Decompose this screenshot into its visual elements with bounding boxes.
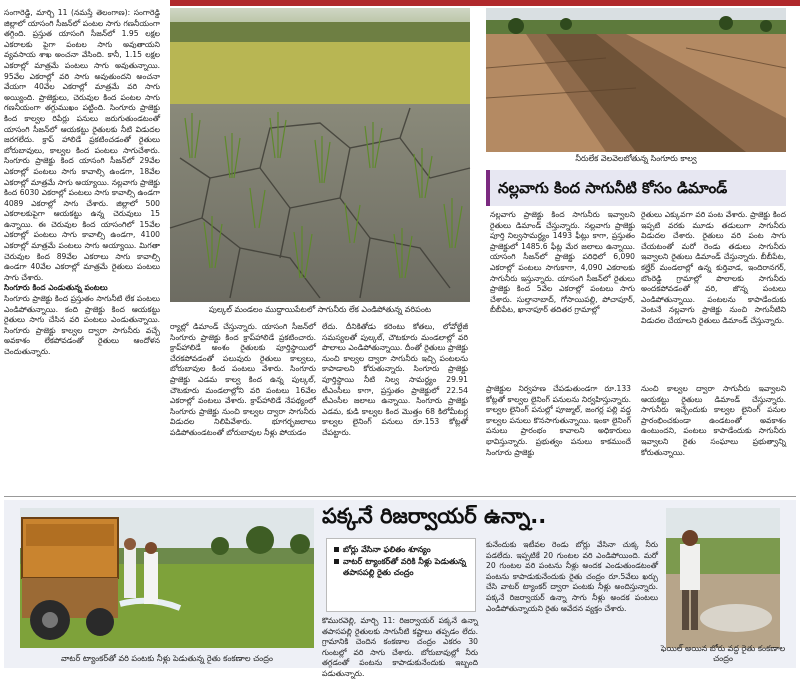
article4-col1-text: కొమురవెల్లి, మార్చి 11: రిజర్వాయర్ పక్కనే ఉన్నా తపాసపల్లి రైతులకు సాగునీటి కష్టాలు తప్పడం లేదు. గ్రామానికి చెందిన కంకణాల చంద్రం ఎకరం 30 గుంటల్లో వరి సాగు చేశారు. బోరుబావుల్లో నీరు తగ్గడంతో పంటను కాపాడుకునేందుకు ఇబ్బంది పడుతున్నారు. (322, 616, 478, 678)
article2-headline-box (486, 170, 786, 206)
dry-paddy-field-caption: పుల్కల్ మండలం ముద్దాయిపేటలో సాగునీరు లేక ఎండిపోతున్న వరిపంట (208, 305, 432, 314)
farmer-photo (666, 508, 780, 648)
article1-col3-text: లేదు. దీనికితోడు కరెంటు కోతలు, లోవోల్టేజీ సమస్యలతో పుల్కల్, చౌటకూరు మండలాల్లో వరి పొలాలు ఎండిపోతున్నాయి. దీంతో రైతులు ప్రాజెక్టు నుంచి కాల్వల ద్వారా సాగునీరు ఇచ్చి పంటలను కాపాడాలని కోరుతున్నారు. సింగూరు ప్రాజెక్టు పూర్తిస్థాయి నీటి నిల్వ సామర్థ్యం 29.91 టీఎంసీలు కాగా, ప్రస్తుతం ప్రాజెక్టులో 22.54 టీఎంసీల జలాలు ఉన్నాయి. సింగూరు ప్రాజెక్టు ఎడమ, కుడి కాల్వల కింద మొత్తం 68 కిలోమీటర్ల కాల్వల లైనింగ్ పనులు రూ.153 కోట్లతో చేపట్టారు. (322, 322, 468, 437)
top-accent-bar (170, 0, 800, 6)
article1-col1-after: సింగూరు ప్రాజెక్టు కింద ప్రస్తుతం సాగునీటి లేక పంటలు ఎండిపోతున్నాయి. కంది ప్రాజెక్టు కింద ఆయకట్టు రైతులు సాగు చేసిన వరి పంటలు ఎండుతున్నాయి. సింగూరు ప్రాజెక్టు కాల్వల ద్వారా సాగునీరు వచ్చే అవకాశం లేకపోవడంతో రైతులు ఆందోళన చెందుతున్నారు. (4, 294, 160, 356)
article2-col1-text: నల్లవాగు ప్రాజెక్టు కింద సాగునీరు ఇవ్వాలని రైతులు డిమాండ్ చేస్తున్నారు. నల్లవాగు ప్రాజెక్టు పూర్తి నిల్వసామర్థ్యం 1493 ఫీట్లు కాగా, ప్రస్తుతం ప్రాజెక్టులో 1485.6 ఫీట్ల మేర జలాలు ఉన్నాయి. యాసంగి సీజన్‌లో ప్రాజెక్టు పరిధిలో 6,090 ఎకరాల్లో పంటలు సాగుకాగా, 4,090 ఎకరాలకు సాగునీరు ఇస్తున్నారు. యాసంగి సీజన్‌లో రైతులు ప్రాజెక్టు కింద 5వేల ఎకరాల్లో పంటలు సాగు చేశారు. సుల్తానాబాద్, గోసాయిపల్లి, పోచాపూర్, బీబీపేట, ఖానాపూర్ తదితర గ్రామాల్లో (490, 210, 635, 315)
water-tanker-caption: వాటర్ ట్యాంకర్‌తో వరి పంటకు నీళ్లు పెడుతున్న రైతు కంకణాల చంద్రం (61, 654, 273, 663)
article3-col2-text: నుంచి కాల్వల ద్వారా సాగునీరు ఇవ్వాలని ఆయకట్టు రైతులు డిమాండ్ చేస్తున్నారు. సాగునీరు ఇచ్చేందుకు కాల్వల లైనింగ్ పనుల ప్రారంభించకుండా ఉండటంతో అవకాశం ఉంటుందని, పంటలు కాపాడేందుకు సాగునీరు ఇవ్వాలని రైతు సంఘాలు ప్రభుత్వాన్ని కోరుతున్నాయి. (641, 384, 786, 457)
water-tanker-image (20, 508, 314, 648)
article4-bullet-1: బోర్లు వేసినా ఫలితం శూన్యం (333, 544, 469, 556)
article2-column-2 (641, 210, 786, 380)
section-divider (4, 496, 796, 497)
article1-column-3 (322, 322, 468, 492)
dry-paddy-field-image (170, 8, 470, 302)
article2-headline: నల్లవాగు కింద సాగునీటి కోసం డిమాండ్ (498, 179, 728, 197)
farmer-caption: ఫెయిల్ అయిన బోరు వద్ద రైతు కంకణాల చంద్రం (660, 644, 786, 663)
article2-column-1 (490, 210, 635, 380)
dry-paddy-field-photo (170, 8, 470, 302)
article2-col2-text: రైతులు ఎక్కువగా వరి పంట వేశారు. ప్రాజెక్టు కింద ఇప్పటి వరకు మూడు తడులుగా సాగునీరు విడుదల చేశారు. రైతులు వరి పంట సాగు చేయటంతో మరో రెండు తడులు సాగునీరు ఇవ్వాలని రైతులు డిమాండ్ చేస్తున్నారు. బీబీపేట, కల్హేర్ మండలాల్లో ఉన్న కుర్తివాడ, ఇందిరానగర్, బొంరెడ్డి గ్రామాల్లో పొలాలకు సాగునీరు అందకపోవడంతో వరి, జొన్న పంటలు ఎండిపోతున్నాయి. పంటలను కాపాడేందుకు వెంటనే నల్లవాగు ప్రాజెక్టు నుంచి సాగునీటిని విడుదల చేయాలని రైతులు డిమాండ్ చేస్తున్నారు. (641, 210, 786, 325)
dry-canal-caption: నీరులేక వెలవెలబోతున్న సింగూరు కాల్వ (575, 154, 697, 163)
dry-canal-photo (486, 8, 786, 152)
article1-column-2 (170, 322, 316, 492)
farmer-image (666, 508, 780, 648)
article3-column-1 (486, 384, 631, 492)
article1-col2-text: ర్యాల్లో డిమాండ్ చేస్తున్నారు. యాసంగి సీజన్‌లో సింగూరు ప్రాజెక్టు కింద క్రాప్‌హాలిడే ప్రకటించారు. క్రాప్‌హాలిడే అంశం రైతులకు పూర్తిస్థాయిలో చేరకపోవడంతో పలువురు రైతులు కాల్వలు, బోరుబావుల కింద పంటలు వేశారు. సింగూరు ప్రాజెక్టు ఎడమ కాల్వ కింద ఉన్న పుల్కల్, చౌటకూరు మండలాల్లోని వరి పంటలు 16వేల ఎకరాల్లో పంటలు వేశారు. క్రాప్‌హాలిడే నేపథ్యంలో సింగూరు ప్రాజెక్టు నుంచి కాల్వల ద్వారా సాగునీరు విడుదల నిలిపివేశారు. భూగర్భజలాలు పడిపోతుండటంతో బోరుబావుల నీళ్లు పోయడం (170, 322, 316, 437)
article1-col1-text: సంగారెడ్డి, మార్చి 11 (నమస్తే తెలంగాణ): సంగారెడ్డి జిల్లాలో యాసంగి సీజన్‌లో పంటల సాగు గణనీయంగా తగ్గింది. ప్రస్తుత యాసంగి సీజన్‌లో 1.95 లక్షల ఎకరాలకు పైగా పంటల సాగు అవుతాయని వ్యవసాయ శాఖ అంచనా వేసింది. కానీ, 1.15 లక్షల ఎకరాల్లో మాత్రమే పంటలు సాగు అవుతున్నాయి. 95వేల ఎకరాల్లో వరి సాగు అవుతుందని అంచనా వేయగా 40వేల ఎకరాల్లో మాత్రమే వరి సాగు అయ్యింది. ప్రాజెక్టులు, చెరువుల కింద పంటల సాగు గణనీయంగా తగ్గుముఖం పట్టింది. సింగూరు ప్రాజెక్టు కింద కాల్వల రిపేర్లు పనులు జరుగుతుండటంతో యాసంగి సీజన్‌లో ఆయకట్టు రైతులకు నీటి విడుదల జరగలేదు. క్రాప్ హాలిడే ప్రకటించడంతో రైతులు బోరుబావులు, కాల్వల కింద పంటలు సాగుచేశారు. సింగూరు ప్రాజెక్టు కింద యాసంగి సీజన్‌లో 29వేల ఎకరాల్లో పంటలు సాగు కావాల్సి ఉండగా, 18వేల ఎకరాల్లో మాత్రమే సాగు అయ్యాయి. నల్లవాగు ప్రాజెక్టు కింద 6030 ఎకరాల్లో పంటలు సాగు కావాల్సి ఉండగా 4089 ఎకరాల్లో సాగు చేశారు. జిల్లాలో 500 ఎకరాలకుపైగా ఆయకట్టు ఉన్న చెరువులు 15 ఉన్నాయి. ఈ చెరువుల కింద యాసంగిలో 15వేల ఎకరాల్లో పంటలు సాగు కావాల్సి ఉండగా, 4100 ఎకరాల్లో మాత్రమే పంటలు సాగు అయ్యాయి. మిగతా చెరువుల కింద 89వేల ఎకరాలు సాగు కావాల్సి ఉండగా 40వేల ఎకరాల్లో మాత్రమే రైతులు పంటలు సాగు చేశారు. (4, 8, 160, 282)
article4-col2-text: కునేందుకు ఇటీవల రెండు బోర్లు వేసినా చుక్క నీరు పడలేదు. ఇప్పటికే 20 గుంటల వరి ఎండిపోయింది. మరో 20 గుంటల వరి పంటను నీళ్లు అందక ఎండుతుండటంతో పంటను కాపాడుకునేందుకు రైతు చంద్రం రూ.5వేలు ఖర్చు చేసి వాటర్ ట్యాంకర్ ద్వారా పంటకు నీళ్లు అందిస్తున్నారు. పక్కనే రిజర్వాయర్ ఉన్నా సాగు నీళ్లు అందక పంటలు ఎండిపోతున్నాయని రైతు ఆవేదన వ్యక్తం చేశారు. (486, 540, 658, 613)
article1-subheading: సింగూరు కింద ఎండుతున్న పంటలు (4, 283, 108, 293)
water-tanker-photo (20, 508, 314, 648)
article3-column-2 (641, 384, 786, 492)
dry-canal-image (486, 8, 786, 152)
article3-col1-text: ప్రాజెక్టుల నిర్వహణ చేపడుతుండగా రూ.133 కోట్లతో కాల్వల లైనింగ్ పనులను నిర్వహిస్తున్నారు. కాల్వల లైనింగ్ పనుల్లో పూజ్ముల్, జంగర్ల పల్లి వద్ద కాల్వల పనులు కొనసాగుతున్నాయి. ఇంకా లైనింగ్ పనులు ప్రారంభం కావాలని అధికారులు భావిస్తున్నారు. ప్రభుత్వం పనులు కాకముందే సింగూరు ప్రాజెక్టు (486, 384, 631, 457)
article4-bullet-2: వాటర్ ట్యాంకర్‌తో వరికి నీళ్లు పెడుతున్న తపాసపల్లి రైతు చంద్రం (333, 556, 469, 579)
article4-bullet-box (326, 538, 476, 612)
article4-headline: పక్కనే రిజర్వాయర్ ఉన్నా.. (322, 504, 547, 528)
article4-column-2 (486, 540, 658, 668)
article4-column-1 (322, 616, 478, 678)
article1-column-1 (4, 8, 160, 492)
